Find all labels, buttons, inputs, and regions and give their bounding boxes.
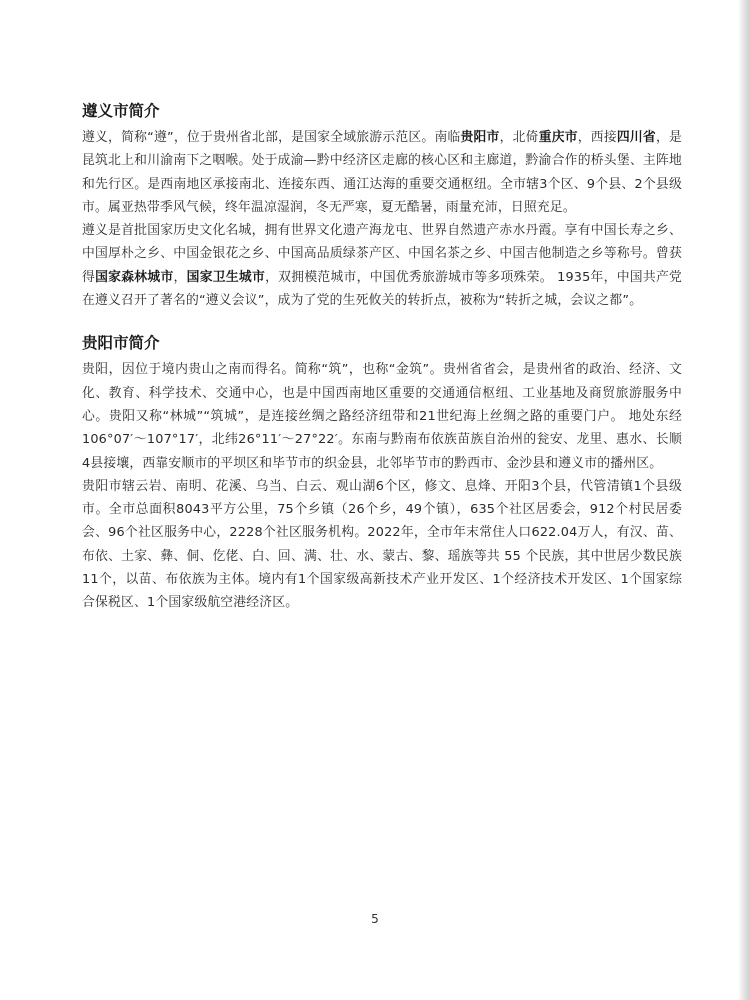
paragraph [82, 126, 682, 219]
paragraph-text: ，是昆筑北上和川渝南下之咽喉。处于成渝—黔中经济区走廊的核心区和主廊道，黔渝合作的桥头堡、主阵地和先行区。是西南地区承接南北、连接东西、通江达海的重要交通枢纽。全市辖3个区、9个县、2个县级市。属亚热带季风气候，终年温凉湿润，冬无严寒，夏无酷暑，雨量充沛，日照充足。 [82, 130, 682, 215]
paragraph-text: ，北倚 [499, 130, 539, 145]
paragraph-text: ，双拥模范城市，中国优秀旅游城市等多项殊荣。 1935年，中国共产党在遵义召开了著名的“遵义会议”，成为了党的生死攸关的转折点，被称为“转折之城，会议之都”。 [82, 269, 683, 309]
page-number: 5 [371, 912, 379, 926]
highlighted-text: 重庆市 [538, 130, 578, 145]
section-title: 贵阳市简介 [82, 334, 160, 353]
highlighted-text: 四川省 [616, 130, 656, 145]
section-title: 遵义市简介 [82, 102, 160, 120]
paragraph-text: 遵义是首批国家历史文化名城，拥有世界文化遗产海龙屯、世界自然遗产赤水丹霞。享有中国长寿之乡、中国厚朴之乡、中国金银花之乡、中国高品质绿茶产区、中国名茶之乡、中国吉他制造之乡等称号。曾获得 [82, 223, 682, 285]
paragraph [82, 219, 682, 312]
page-content [82, 100, 682, 635]
paragraph-text: 遵义，简称“遵”，位于贵州省北部，是国家全域旅游示范区。南临 [82, 130, 461, 145]
highlighted-text: 国家卫生城市 [186, 269, 266, 285]
page-edge-shadow [738, 0, 750, 1000]
highlighted-text: 国家森林城市 [95, 269, 174, 285]
paragraph-text: 贵阳，因位于境内贵山之南而得名。简称“筑”，也称“金筑”。贵州省省会，是贵州省的政治、经济、文化、教育、科学技术、交通中心，也是中国西南地区重要的交通通信枢纽、工业基地及商贸旅游服务中心。贵阳又称“林城”“筑城”，是连接丝绸之路经济纽带和21世纪海上丝绸之路的重要门户。 地处东经106°07′～107°17′，北纬26°11′～27°22′。东南与黔南布依族苗族自治州的瓮安、龙里、惠水、长顺4县接壤，西靠安顺市的平坝区和毕节市的织金县，北邻毕节市的黔西市、金沙县和遵义市的播州区。 [82, 362, 682, 471]
paragraph-text: 贵阳市辖云岩、南明、花溪、乌当、白云、观山湖6个区，修文、息烽、开阳3个县，代管清镇1个县级市。全市总面积8043平方公里，75个乡镇（26个乡，49个镇），635个社区居委会，912个村民居委会、96个社区服务中心，2228个社区服务机构。2022年，全市年末常住人口622.04万人，有汉、苗、布依、土家、彝、侗、仡佬、白、回、满、壮、水、蒙古、黎、瑶族等共 55 个民族，其中世居少数民族11个，以苗、布依族为主体。境内有1个国家级高新技术产业开发区、1个经济技术开发区、1个国家综合保税区、1个国家级航空港经济区。 [82, 478, 682, 611]
section-guiyang [82, 332, 682, 614]
paragraph [82, 358, 682, 474]
paragraph-text: ，西接 [577, 130, 617, 145]
paragraph-text: ， [173, 269, 187, 285]
paragraph [82, 475, 682, 615]
section-zunyi [82, 100, 682, 312]
highlighted-text: 贵阳市 [460, 130, 500, 145]
